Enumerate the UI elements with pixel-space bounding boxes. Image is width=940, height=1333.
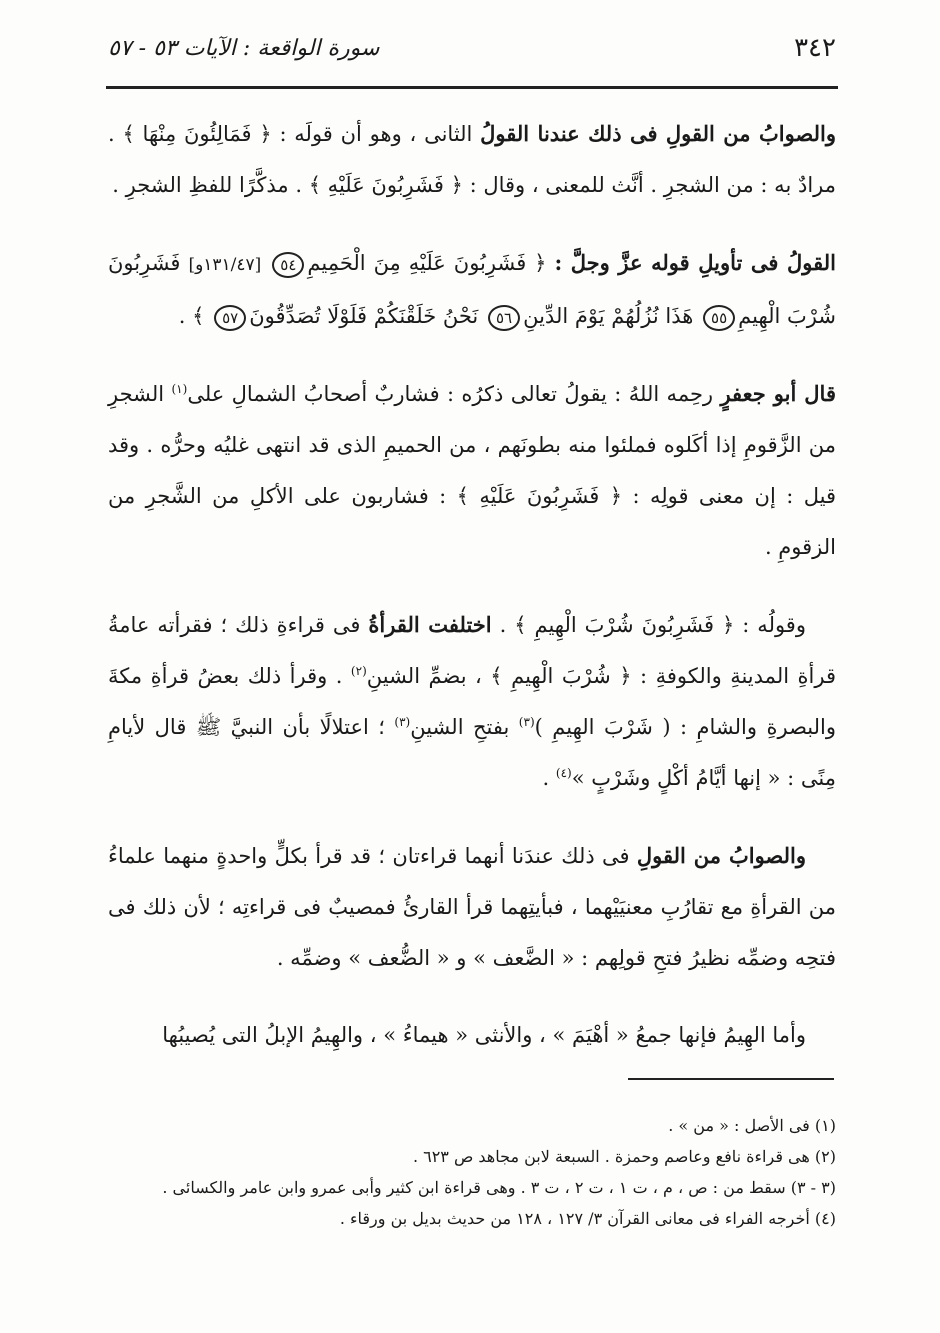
paragraph-text: الثانى ، وهو أن قولَه : ﴿ فَمَالِئُونَ مِنْهَا ﴾ . مرادٌ به : من الشجرِ . أنَّث للمعنى ، وقال : ﴿ فَشَرِبُونَ عَلَيْهِ ﴾ . مذكَّرًا للفظِ الشجرِ . — [108, 122, 836, 197]
paragraph-4 — [108, 599, 836, 804]
paragraph-text: وأما الهِيمُ فإنها جمعُ « أهْيَمَ » ، والأنثى « هيماءُ » ، والهِيمُ الإبلُ التى يُصيبُها — [162, 1023, 806, 1047]
main-text — [108, 108, 836, 1087]
footnote-ref: (٣) — [518, 715, 535, 729]
paragraph-lead: قال أبو جعفرٍ — [720, 381, 836, 406]
verse-number-marker: ٥٧ — [214, 305, 246, 331]
paragraph-6 — [108, 1010, 836, 1061]
footnote-divider — [628, 1078, 834, 1080]
quran-verse: فَشَرِبُونَ شُرْبَ الْهِيمِ — [108, 251, 836, 328]
verse-number-marker: ٥٦ — [488, 305, 520, 331]
paragraph-text: فى ذلك عندَنا أنهما قراءتان ؛ قد قرأ بكلٍّ واحدةٍ منهما علماءُ من القرأةِ مع تقارُبِ معنيَيْهما ، فبأيتِهما قرأ القارئُ فمصيبٌ فى قراءتِه ؛ لأن ذلك فى فتحِه وضمِّه نظيرُ فتحِ قولِهم : « الضَّعف » و « الضُّعف » وضمِّه . — [108, 844, 836, 970]
quran-verse: هَذَا نُزُلُهُمْ يَوْمَ الدِّينِ — [523, 304, 694, 328]
manuscript-reference: [١٣١/٤٧و] — [188, 255, 262, 275]
header-divider — [106, 86, 838, 89]
footnote-ref: (٤) — [555, 766, 572, 780]
running-title: سورة الواقعة : الآيات ٥٣ - ٥٧ — [108, 35, 380, 61]
footnote-ref: (١) — [171, 382, 188, 396]
paragraph-text: . — [542, 766, 556, 790]
verse-number-marker: ٥٥ — [703, 305, 735, 331]
verse-number-marker: ٥٤ — [272, 252, 304, 278]
quran-verse: ﴿ فَشَرِبُونَ عَلَيْهِ مِنَ الْحَمِيمِ — [307, 251, 547, 275]
paragraph-text: ؛ اعتلالًا بأن النبيَّ ﷺ قال لأيامِ مِنًى : « إنها أيَّامُ أكْلٍ وشَرْبٍ » — [108, 715, 836, 790]
footnotes — [108, 1110, 836, 1234]
paragraph-text: . وقرأ ذلك بعضُ قرأةِ مكةَ والبصرةِ والشامِ : ( شَرْبَ الهِيمِ ) — [108, 664, 836, 739]
paragraph-emphasis: اختلفت القرأةُ — [368, 612, 492, 637]
paragraph-text: وقولُه : ﴿ فَشَرِبُونَ شُرْبَ الْهِيمِ ﴾ . — [491, 613, 806, 637]
paragraph-1 — [108, 108, 836, 211]
paragraph-2 — [108, 237, 836, 342]
paragraph-text: رحِمه اللهُ : يقولُ تعالى ذكرُه : فشاربٌ أصحابُ الشمالِ على — [187, 382, 721, 406]
paragraph-5 — [108, 830, 836, 984]
paragraph-text: فى قراءةِ ذلك ؛ فقرأته عامةُ قرأةِ المدينةِ والكوفةِ : ﴿ شُرْبَ الْهِيمِ ﴾ ، بضمِّ الشينِ — [108, 613, 836, 688]
footnote-ref: (٣) — [394, 715, 411, 729]
quran-verse: نَحْنُ خَلَقْنَكُمْ فَلَوْلَا تُصَدِّقُونَ — [249, 304, 479, 328]
paragraph-text: الشجرِ من الزَّقومِ إذا أكَلوه فملئوا منه بطونَهم ، من الحميمِ الذى قد انتهى غليُه وحرُّه . وقد قيل : إن معنى قولِه : ﴿ فَشَرِبُونَ عَلَيْهِ ﴾ : فشاربون على الأكلِ من الشَّجرِ من الزقومِ . — [108, 382, 836, 559]
paragraph-text: بفتحِ الشينِ — [410, 715, 519, 739]
paragraph-lead: والصوابُ من القولِ فى ذلك عندنا القولُ — [480, 121, 836, 146]
footnote-3: (٣ - ٣) سقط من : ص ، م ، ت ١ ، ت ٢ ، ت ٣ . وهى قراءة ابن كثير وأبى عمرو وابن عامر والكسائى . — [162, 1178, 836, 1197]
footnote-2: (٢) هى قراءة نافع وعاصم وحمزة . السبعة لابن مجاهد ص ٦٢٣ . — [412, 1147, 836, 1166]
verse-close: ﴾ . — [178, 304, 205, 328]
footnote-4: (٤) أخرجه الفراء فى معانى القرآن ٣/ ١٢٧ ، ١٢٨ من حديث بديل بن ورقاء . — [339, 1209, 836, 1228]
section-heading: القولُ فى تأويلِ قوله عزَّ وجلَّ : — [554, 250, 836, 275]
footnote-1: (١) فى الأصل : « من » . — [668, 1116, 836, 1135]
paragraph-3 — [108, 368, 836, 573]
paragraph-lead: والصوابُ من القولِ — [636, 843, 807, 868]
page-number: ٣٤٢ — [794, 33, 836, 63]
running-header — [108, 28, 836, 68]
footnote-ref: (٢) — [350, 664, 367, 678]
